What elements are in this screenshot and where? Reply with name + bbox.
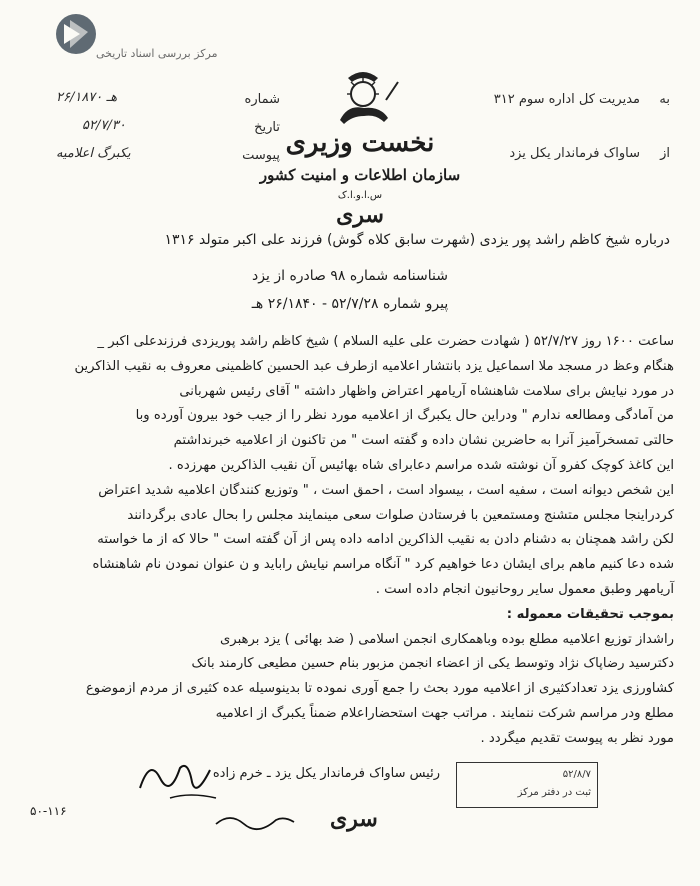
initials-scribble [210,806,300,836]
classification-footer: سری [330,806,378,832]
number-label: شماره [244,92,280,107]
lion-and-sun-emblem-icon [318,64,408,130]
body-line: لکن راشد همچنان به دشنام دادن به نقیب الذاکرین ادامه داده پس از آن گفته است " حالا که از ما خواسته [97,532,674,548]
to-value: مدیریت کل اداره سوم ۳۱۲ [493,92,640,107]
page-number: ۵۰-۱۱۶ [30,804,67,818]
classification-header: سری [336,202,384,228]
body-line: ساعت ۱۶۰۰ روز ۵۲/۷/۲۷ ( شهادت حضرت علی علیه السلام ) شیخ کاظم راشد پوریزدی فرزندعلی اکبر _ [97,334,674,349]
attachment-label: پیوست [242,148,280,163]
body-line: مطلع ودر مراسم شرکت ننمایند . مراتب جهت استحضاراعلام ضمناً یکبرگ از اعلامیه [215,705,674,721]
body-line: این شخص دیوانه است ، سفیه است ، بیسواد است ، احمق است ، " وتوزیع کنندگان اعلامیه شدید اعتراض [98,482,674,498]
date-value: ۵۲/۷/۳۰ [82,118,126,133]
id-line: شناسنامه شماره ۹۸ صادره از یزد [252,268,448,284]
to-prefix: به [659,92,670,107]
attachment-value: یکبرگ اعلامیه [56,146,131,161]
body-line: راشداز توزیع اعلامیه مطلع بوده وباهمکاری انجمن اسلامی ( ضد بهائی ) یزد برهبری [219,631,674,647]
agency-abbrev: س.ا.و.ا.ک [337,190,383,201]
registration-stamp [456,762,598,808]
body-line: شده دعا کنیم ماهم برای ایشان دعا خواهیم کرد " آنگاه مراسم نیایش راباید و ن عنوان نمودن نام شاهنشاه [92,557,674,573]
date-label: تاریخ [254,120,280,135]
body-line: مورد نظر به پیوست تقدیم میگردد . [480,730,674,746]
body-line: هنگام وعظ در مسجد ملا اسماعیل یزد بانتشار اعلامیه ازطرف عبد الحسین کاظمینی معروف به نقیب الذاکرین [74,358,674,374]
from-prefix: از [660,146,670,161]
body-line: حالتی تمسخرآمیز آنرا به حاضرین نشان داده و گفته است " من تاکنون از اعلامیه خبرنداشتم [173,433,674,449]
subject-line: درباره شیخ کاظم راشد پور یزدی (شهرت سابق کلاه گوش) فرزند علی اکبر متولد ۱۳۱۶ [164,232,670,248]
report-body [28,330,674,752]
body-line: دکترسید رضاپاک نژاد وتوسط یکی از اعضاء انجمن مزبور بنام حسین مطیعی کارمند بانک [191,656,674,672]
office-title: نخست وزیری [285,128,435,158]
stamp-note: ثبت در دفتر مرکز [517,787,591,798]
findings-heading: بموجب تحقیقات معموله : [506,606,674,622]
body-line: کشاورزی یزد تعدادکثیری از اعلامیه مورد بحث را جمع آوری نموده تا بدینوسیله عده کثیری از مردم ازموضوع [85,681,674,697]
from-value: ساواک فرماندار یکل یزد [509,146,640,161]
body-line: آریامهر وطبق معمول سایر روحانیون انجام داده است . [375,581,674,597]
organization-name: سازمان اطلاعات و امنیت کشور [259,166,461,184]
body-line: کردراینجا مجلس متشنج ومستمعین با فرستادن صلوات سعی مینمایند مجلس را بحال عادی برگردانند [127,507,674,523]
body-line: در مورد نیایش برای سلامت شاهنشاه آریامهر اعتراض واظهار داشته " آقای رئیس شهربانی [179,383,674,399]
signatory-title: رئیس ساواک فرماندار یکل یزد ـ خرم زاده [212,766,440,781]
reply-reference: پیرو شماره ۵۲/۷/۲۸ - ۲۶/۱۸۴۰ هـ [251,296,449,312]
handwritten-signature [130,748,230,810]
archive-watermark-text: مرکز بررسی اسناد تاریخی [96,47,218,60]
body-line: این کاغذ کوچک کفرو آن نوشته شده مراسم دعابرای شاه بهائیس آن نقیب الذاکرین مهرزده . [168,457,674,473]
number-value: ۲۶/۱۸۷۰ هـ [56,90,118,105]
body-line: من آمادگی ومطالعه ندارم " ودراین حال یکبرگ از اعلامیه مورد نظر را از جیب خود بیرون آورده وبا [135,408,674,424]
stamp-date: ۵۲/۸/۷ [562,769,591,780]
